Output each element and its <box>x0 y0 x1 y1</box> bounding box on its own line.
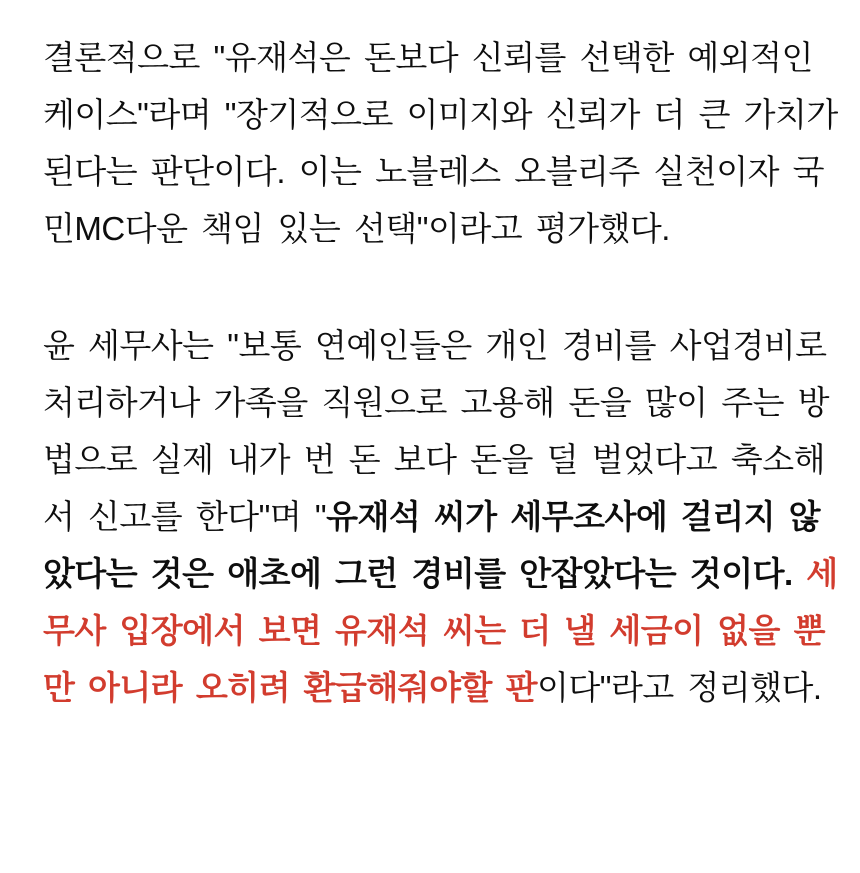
emphasis-bold-text: 유재석 씨가 세무조사에 걸리지 않았다는 것은 애초에 그런 경비를 안잡았다는 것이다. <box>43 498 821 592</box>
paragraph-tax-accountant-quote <box>43 317 838 716</box>
paragraph-text: 윤 세무사는 "보통 연예인들은 개인 경비를 사업경비로 처리하거나 가족을 직원으로 고용해 돈을 많이 주는 방법으로 실제 내가 번 돈 보다 돈을 덜 벌었다고 축소해서 신고를 한다"며 " <box>43 327 829 535</box>
emphasis-red-text: 세무사 입장에서 보면 유재석 씨는 더 낼 세금이 없을 뿐만 아니라 오히려 환급해줘야할 판 <box>43 555 838 706</box>
paragraph-text: 결론적으로 "유재석은 돈보다 신뢰를 선택한 예외적인 케이스"라며 "장기적으로 이미지와 신뢰가 더 큰 가치가 된다는 판단이다. 이는 노블레스 오블리주 실천이자 국민MC다운 책임 있는 선택"이라고 평가했다. <box>43 39 838 247</box>
paragraph-conclusion <box>43 29 838 257</box>
paragraph-text: 이다"라고 정리했다. <box>536 669 822 706</box>
